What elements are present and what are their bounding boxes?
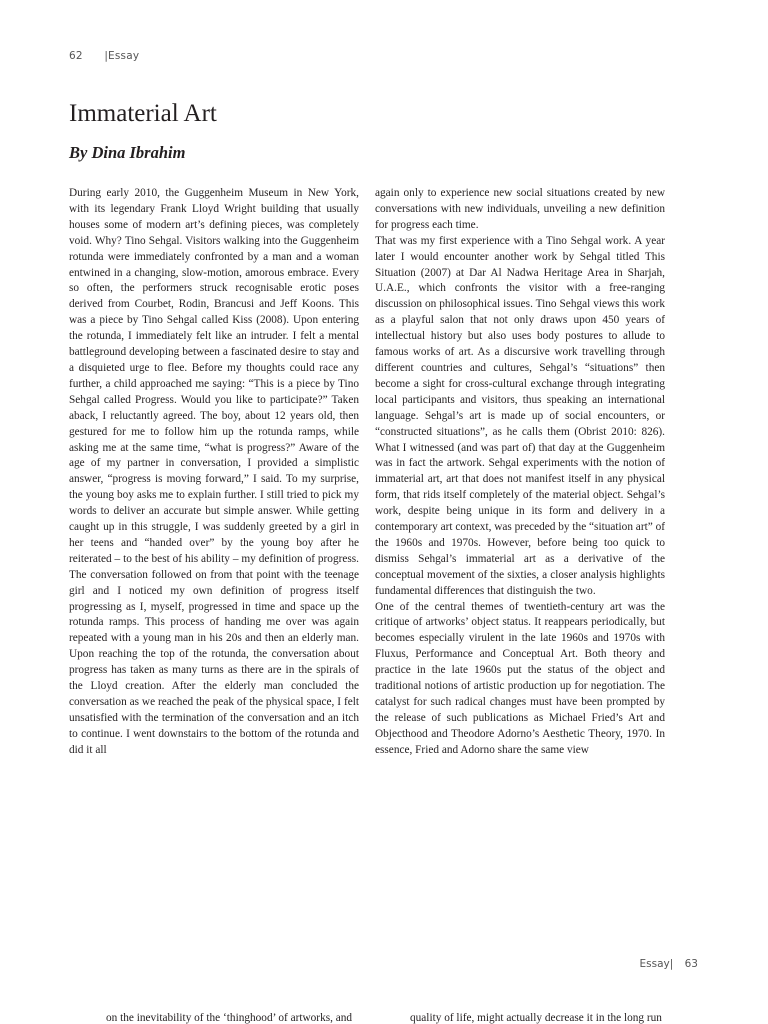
right-column — [375, 186, 665, 759]
running-header — [69, 50, 139, 62]
paragraph: During early 2010, the Guggenheim Museum in New York, with its legendary Frank Lloyd Wright building that usually houses some of modern art’s defining pieces, was completely void. Why? Tino Sehgal. Visitors walking into the Guggenheim rotunda were immediately confronted by a man and a woman entwined in a changing, slow-motion, amorous embrace. Every so often, the performers struck recognisable erotic poses derived from Courbet, Rodin, Brancusi and Jeff Koons. This was a piece by Tino Sehgal called Kiss (2008). Upon entering the rotunda, I immediately felt like an intruder. I felt a mental battleground developing between a fascinated desire to stay and a disquieted urge to flee. Before my thoughts could race any further, a child approached me saying: “This is a piece by Tino Sehgal called Progress. Would you like to participate?” Taken aback, I reluctantly agreed. The boy, about 12 years old, then gestured for me to follow him up the rotunda ramps, while asking me at the same time, “what is progress?” Aware of the age of my partner in conversation, I provided a simplistic answer, “progress is moving forward,” I said. To my surprise, the young boy asks me to explain further. I still tried to pick my words to deliver an accurate but simple answer. While getting caught up in this struggle, I was suddenly greeted by a girl in her teens and “handed over” by the young boy after he reiterated – to the best of his ability – my definition of progress. The conversation followed on from that point with the teenage girl and I noticed my own definition of progress itself progressing as I, myself, progressed in time and space up the rotunda ramps. This process of handing me over was again repeated with a young man in his 20s and then an elderly man. Upon reaching the top of the rotunda, the conversation about progress has taken as many turns as there are in the spirals of the Lloyd creation. After the elderly man concluded the conversation as we reached the peak of the physical space, I felt unsatisfied with the termination of the conversation and an itch to continue. I went downstairs to the bottom of the rotunda and did it all — [69, 187, 359, 756]
article-title: Immaterial Art — [69, 100, 217, 127]
next-page-text-right: quality of life, might actually decrease it in the long run — [410, 1012, 662, 1024]
page-number: 62 — [69, 50, 83, 62]
article-byline: By Dina Ibrahim — [69, 143, 186, 162]
next-page-text-left: on the inevitability of the ‘thinghood’ of artworks, and — [106, 1012, 353, 1024]
footer-page-number: 63 — [684, 958, 698, 970]
running-footer — [640, 958, 698, 970]
paragraph: That was my first experience with a Tino Sehgal work. A year later I would encounter another work by Sehgal titled This Situation (2007) at Dar Al Nadwa Heritage Area in Sharjah, U.A.E., which confronts the visitor with a free-ranging discussion on philosophical issues. Tino Sehgal views this work as a playful salon that not only draws upon 450 years of intellectual history but also uses body postures to allude to famous works of art. As a discursive work travelling through different countries and cultures, Sehgal’s “situations” then become a sight for cross-cultural exchange through integrating local participants and visitors, thus speaking an international language. Sehgal’s art is made up of social encounters, or “constructed situations”, as he calls them (Obrist 2010: 826). What I witnessed (and was part of) that day at the Guggenheim was in fact the artwork. Sehgal experiments with the notion of immaterial art, art that does not manifest itself in any physical form, that rids itself completely of the material object. Sehgal’s work, despite being unique in its form and delivery in a contemporary art context, was preceded by the “situation art” of the 1960s and 1970s. However, before being too quick to dismiss Sehgal’s immaterial art as a derivative of the conceptual movement of the sixties, a closer analysis highlights fundamental differences that distinguish the two. — [375, 234, 665, 597]
section-label: |Essay — [104, 50, 140, 62]
left-column — [69, 186, 359, 759]
paragraph: again only to experience new social situations created by new conversations with new individuals, unveiling a new definition for progress each time. — [375, 187, 665, 231]
paragraph: One of the central themes of twentieth-century art was the critique of artworks’ object status. It reappears periodically, but becomes especially virulent in the late 1960s and 1970s with Fluxus, Performance and Conceptual Art. Both theory and practice in the late 1960s put the status of the object and traditional notions of artistic production up for negotiation. The catalyst for such radical changes must have been prompted by the release of such publications as Michael Fried’s Art and Objecthood and Theodore Adorno’s Aesthetic Theory, 1970. In essence, Fried and Adorno share the same view — [375, 600, 665, 756]
footer-section-label: Essay| — [639, 958, 674, 970]
